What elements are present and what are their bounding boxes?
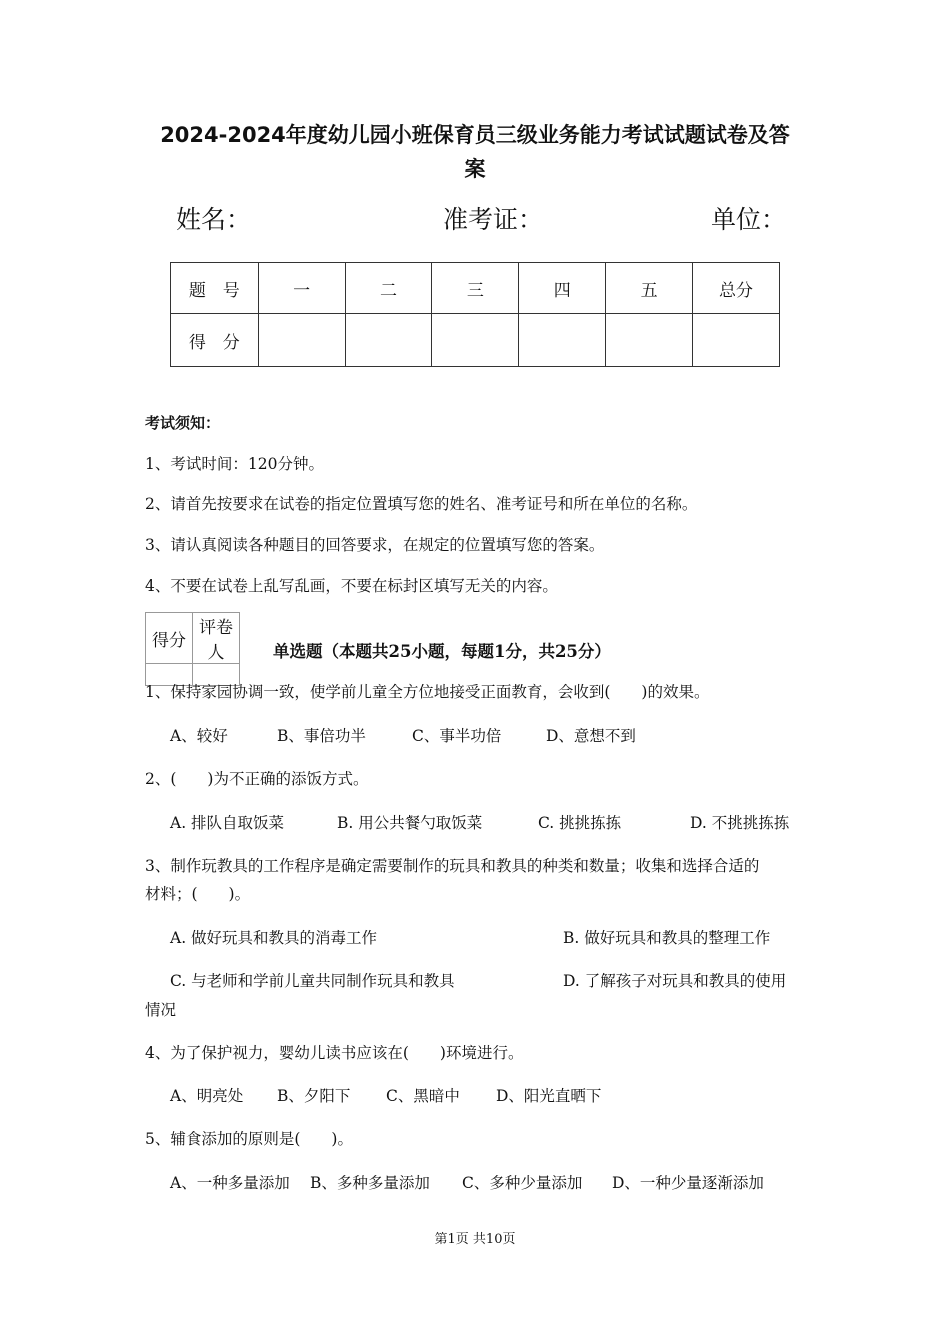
score-row-label: 得 分 (171, 314, 259, 367)
score-cell[interactable] (606, 314, 693, 367)
option-a: A、较好 (170, 727, 228, 745)
question-stem: 2、( )为不正确的添饭方式。 (145, 770, 369, 788)
title-line-2: 案 (464, 157, 486, 181)
score-cell[interactable] (693, 314, 780, 367)
option-d: D、意想不到 (546, 727, 636, 745)
grader-score-label: 得分 (146, 613, 193, 664)
option-c: C、多种少量添加 (462, 1174, 583, 1192)
score-cell[interactable] (519, 314, 606, 367)
question-stem: 1、保持家园协调一致，使学前儿童全方位地接受正面教育，会收到( )的效果。 (145, 683, 710, 701)
header-cell: 四 (519, 263, 606, 314)
title-line-1: 2024-2024年度幼儿园小班保育员三级业务能力考试试题试卷及答 (160, 123, 790, 147)
question-stem-line1: 3、制作玩教具的工作程序是确定需要制作的玩具和教具的种类和数量；收集和选择合适的 (145, 857, 760, 875)
option-b: B. 用公共餐勺取饭菜 (337, 814, 483, 832)
option-b: B、事倍功半 (277, 727, 366, 745)
score-table (170, 262, 780, 367)
option-a: A、明亮处 (170, 1087, 244, 1105)
option-d: D. 了解孩子对玩具和教具的使用 (563, 972, 787, 990)
question-stem: 5、辅食添加的原则是( )。 (145, 1130, 353, 1148)
option-c: C. 挑挑拣拣 (538, 814, 622, 832)
option-a: A. 排队自取饭菜 (170, 814, 285, 832)
header-cell: 一 (258, 263, 345, 314)
option-d-wrap: 情况 (145, 1001, 177, 1019)
exam-id-label: 准考证： (443, 205, 544, 234)
name-label: 姓名： (176, 205, 252, 234)
grader-name-label: 评卷人 (193, 613, 240, 664)
option-c: C、事半功倍 (412, 727, 502, 745)
score-cell[interactable] (258, 314, 345, 367)
option-a: A. 做好玩具和教具的消毒工作 (170, 929, 378, 947)
section-title: 单选题（本题共25小题，每题1分，共25分） (273, 642, 611, 661)
score-cell[interactable] (345, 314, 432, 367)
option-b: B、多种多量添加 (310, 1174, 430, 1192)
question-stem: 4、为了保护视力，婴幼儿读书应该在( )环境进行。 (145, 1044, 524, 1062)
option-b: B、夕阳下 (277, 1087, 351, 1105)
note-item: 3、请认真阅读各种题目的回答要求，在规定的位置填写您的答案。 (145, 536, 605, 554)
option-d: D. 不挑挑拣拣 (690, 814, 790, 832)
option-b: B. 做好玩具和教具的整理工作 (563, 929, 771, 947)
header-cell: 总分 (693, 263, 780, 314)
unit-label: 单位： (711, 205, 787, 234)
score-table-score-row (171, 314, 780, 367)
question-stem-line2: 材料；( )。 (145, 885, 251, 903)
option-c: C. 与老师和学前儿童共同制作玩具和教具 (170, 972, 455, 990)
note-item: 4、不要在试卷上乱写乱画，不要在标封区填写无关的内容。 (145, 577, 558, 595)
note-item: 1、考试时间：120分钟。 (145, 455, 324, 473)
note-item: 2、请首先按要求在试卷的指定位置填写您的姓名、准考证号和所在单位的名称。 (145, 495, 698, 513)
score-table-header-row (171, 263, 780, 314)
header-cell: 题 号 (171, 263, 259, 314)
header-cell: 二 (345, 263, 432, 314)
page-footer: 第1页 共10页 (434, 1232, 516, 1247)
document-title (140, 118, 810, 186)
header-cell: 三 (432, 263, 519, 314)
header-cell: 五 (606, 263, 693, 314)
option-d: D、阳光直晒下 (496, 1087, 602, 1105)
option-d: D、一种少量逐渐添加 (612, 1174, 764, 1192)
score-cell[interactable] (432, 314, 519, 367)
notes-heading: 考试须知： (145, 414, 221, 432)
grader-table (145, 612, 240, 686)
option-a: A、一种多量添加 (170, 1174, 290, 1192)
option-c: C、黑暗中 (386, 1087, 460, 1105)
